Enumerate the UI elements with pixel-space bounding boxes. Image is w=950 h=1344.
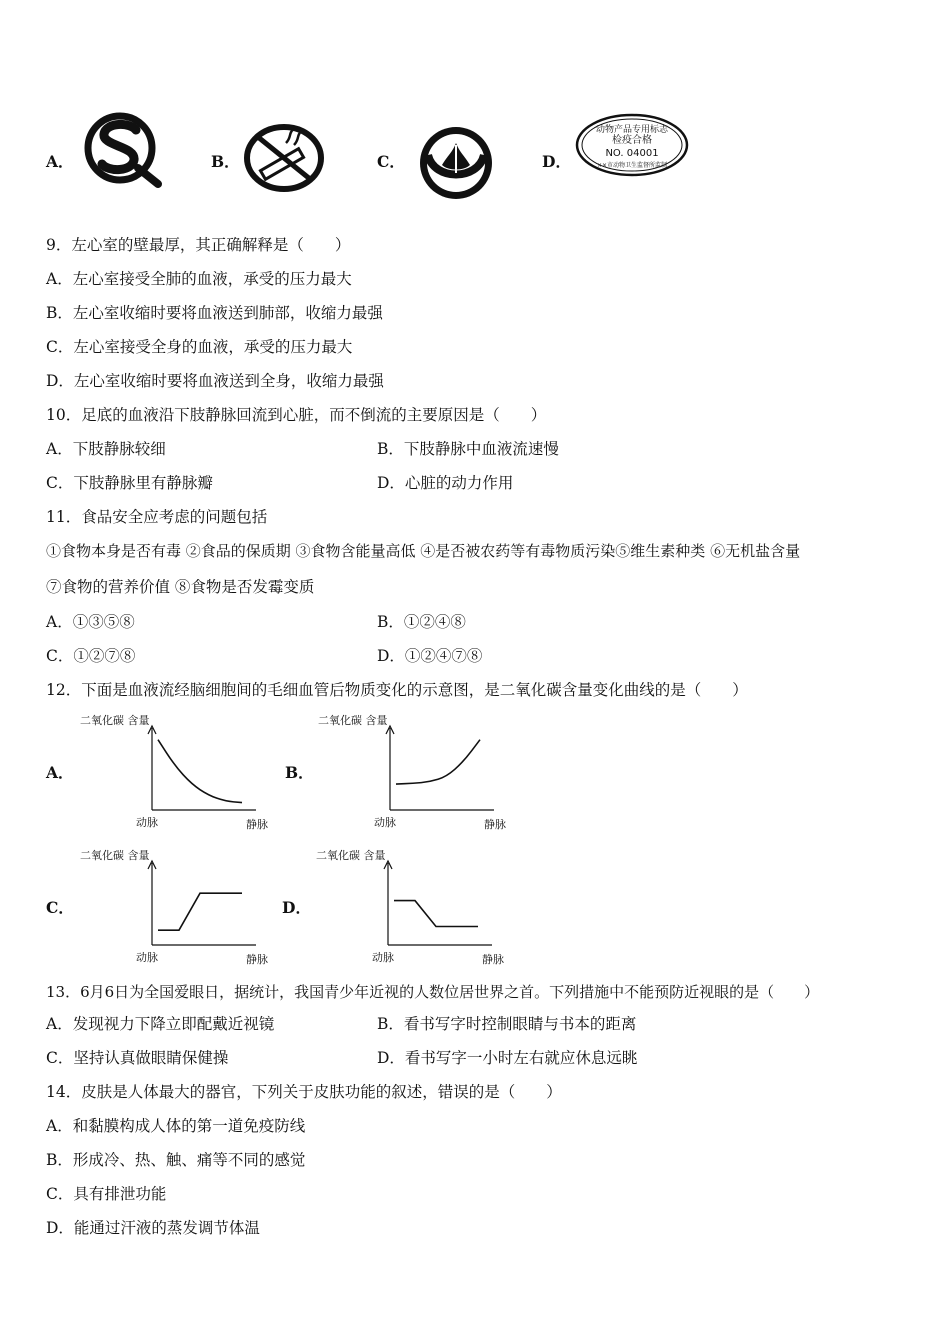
q12-option-b-label: B．	[285, 763, 314, 782]
q9-option-a: A．左心室接受全肺的血液，承受的压力最大	[46, 270, 352, 288]
q12-chart-d	[312, 845, 512, 965]
q11-items-line-1: ①食物本身是否有毒 ②食品的保质期 ③食物含能量高低 ④是否被农药等有毒物质污染⑤维生素种类 ⑥无机盐含量	[46, 542, 801, 560]
q11-items-line-2: ⑦食物的营养价值 ⑧食物是否发霉变质	[46, 578, 315, 596]
q14-option-b: B．形成冷、热、触、痛等不同的感觉	[46, 1151, 306, 1169]
q14-option-c: C．具有排泄功能	[46, 1185, 167, 1203]
seal-line-4: ××市动物卫生监督所监制	[596, 162, 668, 169]
animal-product-quarantine-seal-icon	[574, 112, 690, 182]
q8-option-c-label: C．	[377, 152, 405, 171]
chart-series-line	[394, 901, 478, 927]
q10-option-a: A．下肢静脉较细	[46, 440, 166, 458]
seal-line-1: 动物产品专用标志	[595, 125, 669, 135]
chart-x-end-label: 静脉	[482, 953, 504, 965]
q14-option-a: A．和黏膜构成人体的第一道免疫防线	[46, 1117, 306, 1135]
q8-option-d-label: D．	[542, 152, 571, 171]
q10-stem: 10．足底的血液沿下肢静脉回流到心脏，而不倒流的主要原因是（ ）	[46, 406, 547, 424]
q14-option-d: D．能通过汗液的蒸发调节体温	[46, 1219, 260, 1237]
chart-x-end-label: 静脉	[484, 818, 506, 830]
q11-option-b: B．①②④⑧	[377, 613, 466, 631]
q9-stem: 9．左心室的壁最厚，其正确解释是（ ）	[46, 236, 351, 254]
seal-line-2: 检疫合格	[612, 135, 652, 146]
q8-option-b-label: B．	[211, 152, 240, 171]
q11-option-d: D．①②④⑦⑧	[377, 647, 483, 665]
q13-option-c: C．坚持认真做眼睛保健操	[46, 1049, 229, 1067]
q13-option-d: D．看书写字一小时左右就应休息远眺	[377, 1049, 638, 1067]
chart-ylabel: 二氧化碳 含量	[318, 714, 388, 727]
q12-chart-b	[314, 710, 514, 830]
q12-option-a-label: A．	[46, 763, 74, 782]
q8-option-a-label: A．	[46, 152, 74, 171]
q10-option-d: D．心脏的动力作用	[377, 474, 514, 492]
q10-option-b: B．下肢静脉中血液流速慢	[377, 440, 559, 458]
q12-option-d-label: D．	[282, 898, 311, 917]
chart-x-end-label: 静脉	[246, 818, 268, 830]
q9-option-c: C．左心室接受全身的血液，承受的压力最大	[46, 338, 353, 356]
qs-quality-mark-icon	[82, 112, 166, 192]
seal-line-3: NO. 04001	[605, 148, 659, 159]
no-smoking-icon	[242, 123, 326, 197]
chart-ylabel: 二氧化碳 含量	[80, 714, 150, 727]
chart-ylabel: 二氧化碳 含量	[316, 849, 386, 862]
q11-stem: 11．食品安全应考虑的问题包括	[46, 508, 268, 526]
chart-x-start-label: 动脉	[136, 816, 158, 829]
q10-option-c: C．下肢静脉里有静脉瓣	[46, 474, 213, 492]
chart-ylabel: 二氧化碳 含量	[80, 849, 150, 862]
chart-x-start-label: 动脉	[136, 951, 158, 964]
q12-stem: 12．下面是血液流经脑细胞间的毛细血管后物质变化的示意图，是二氧化碳含量变化曲线的是（ ）	[46, 681, 748, 699]
q13-stem: 13．6月6日为全国爱眼日，据统计，我国青少年近视的人数位居世界之首。下列措施中不能预防近视眼的是（ ）	[46, 983, 820, 1001]
q14-stem: 14．皮肤是人体最大的器官，下列关于皮肤功能的叙述，错误的是（ ）	[46, 1083, 562, 1101]
green-food-mark-icon	[414, 125, 498, 205]
chart-series-line	[396, 740, 480, 784]
q13-option-a: A．发现视力下降立即配戴近视镜	[46, 1015, 275, 1033]
chart-series-line	[158, 893, 242, 930]
q9-option-d: D．左心室收缩时要将血液送到全身，收缩力最强	[46, 372, 384, 390]
chart-x-start-label: 动脉	[374, 816, 396, 829]
chart-x-end-label: 静脉	[246, 953, 268, 965]
q11-option-a: A．①③⑤⑧	[46, 613, 135, 631]
chart-series-line	[158, 740, 242, 803]
q12-chart-a	[76, 710, 276, 830]
q12-option-c-label: C．	[46, 898, 74, 917]
q12-chart-c	[76, 845, 276, 965]
q9-option-b: B．左心室收缩时要将血液送到肺部，收缩力最强	[46, 304, 383, 322]
q11-option-c: C．①②⑦⑧	[46, 647, 136, 665]
q13-option-b: B．看书写字时控制眼睛与书本的距离	[377, 1015, 637, 1033]
chart-x-start-label: 动脉	[372, 951, 394, 964]
